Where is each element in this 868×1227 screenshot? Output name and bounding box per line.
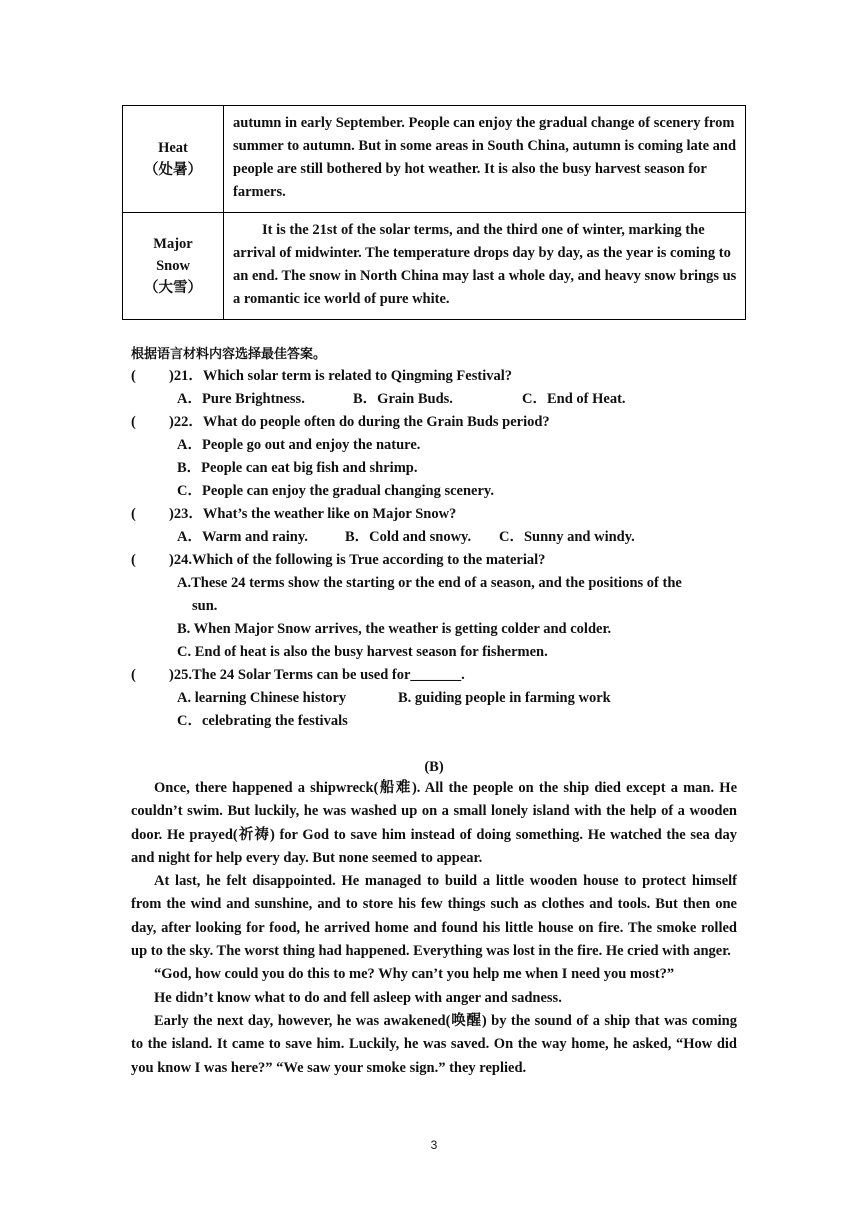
question-25-stem [131, 664, 751, 687]
term-name-cell [123, 213, 224, 320]
option-b: B. When Major Snow arrives, the weather is getting colder and colder. [177, 621, 612, 637]
passage-paragraph: “God, how could you do this to me? Why can’t you help me when I need you most?” [154, 966, 675, 983]
question-21-options [131, 388, 751, 411]
question-25-options [131, 687, 751, 710]
reading-passage [131, 777, 737, 1080]
term-name-line: （大雪） [144, 280, 202, 296]
table-row [123, 213, 746, 320]
question-22-option-a [131, 434, 751, 457]
question-21-stem [131, 365, 751, 388]
passage-paragraph: He didn’t know what to do and fell asleep with anger and sadness. [154, 989, 562, 1006]
question-22-option-c [131, 480, 751, 503]
question-24-option-b [131, 618, 751, 641]
question-text: )22．What do people often do during the Grain Buds period? [169, 414, 550, 430]
solar-terms-table [122, 105, 746, 320]
table-row [123, 106, 746, 213]
option-a: A．Warm and rainy. [177, 529, 308, 545]
question-23-stem [131, 503, 751, 526]
option-c: C．celebrating the festivals [177, 713, 348, 729]
question-text: )24.Which of the following is True according to the material? [169, 552, 546, 568]
question-25-option-c [131, 710, 751, 733]
question-23-options [131, 526, 751, 549]
term-name-line: Heat [158, 140, 188, 156]
question-22-option-b [131, 457, 751, 480]
answer-blank: ( [131, 667, 136, 683]
term-name-line: （处暑） [144, 162, 202, 178]
option-c: C. End of heat is also the busy harvest season for fishermen. [177, 644, 548, 660]
passage-paragraph: Once, there happened a shipwreck(船难). All the people on the ship died except a man. He couldn’t swim. But luckily, he was washed up on a small lonely island with the help of a wooden door. He prayed(祈祷) for God to save him instead of doing something. He watched the sea day and night for help every day. But none seemed to appear. [131, 780, 737, 866]
option-a-continued: sun. [192, 598, 218, 614]
page-number: 3 [430, 1138, 438, 1152]
option-a: A. learning Chinese history [177, 690, 347, 706]
question-text: )25.The 24 Solar Terms can be used for_______. [169, 667, 465, 683]
option-b: B. guiding people in farming work [398, 690, 611, 706]
option-b: B．Cold and snowy. [345, 529, 472, 545]
answer-blank: ( [131, 414, 136, 430]
term-name-line: Snow [156, 258, 190, 274]
instruction-text: 根据语言材料内容选择最佳答案。 [131, 346, 327, 361]
question-24-option-a-line1 [131, 572, 751, 595]
option-a: A.These 24 terms show the starting or the end of a season, and the positions of the [177, 575, 682, 591]
option-b: B．Grain Buds. [353, 391, 453, 407]
answer-blank: ( [131, 506, 136, 522]
option-a: A．Pure Brightness. [177, 391, 305, 407]
question-text: )21．Which solar term is related to Qingming Festival? [169, 368, 513, 384]
question-22-stem [131, 411, 751, 434]
question-24-stem [131, 549, 751, 572]
passage-paragraph: At last, he felt disappointed. He managed to build a little wooden house to protect himself from the wind and sunshine, and to store his few things such as clothes and tools. But then one day, after looking for food, he arrived home and found his little house on fire. The smoke rolled up to the sky. The worst thing had happened. Everything was lost in the fire. He cried with anger. [131, 873, 737, 960]
term-description-cell: It is the 21st of the solar terms, and the third one of winter, marking the arrival of midwinter. The temperature drops day by day, as the year is coming to an end. The snow in North China may last a whole day, and heavy snow brings us a romantic ice world of pure white. [224, 213, 746, 320]
option-b: B．People can eat big fish and shrimp. [177, 460, 418, 476]
option-c: C．People can enjoy the gradual changing scenery. [177, 483, 494, 499]
question-text: )23．What’s the weather like on Major Snow? [169, 506, 457, 522]
term-description-cell: autumn in early September. People can enjoy the gradual change of scenery from summer to autumn. But in some areas in South China, autumn is coming late and people are still bothered by hot weather. It is also the busy harvest season for farmers. [224, 106, 746, 213]
option-a: A．People go out and enjoy the nature. [177, 437, 421, 453]
term-name-line: Major [153, 236, 193, 252]
passage-paragraph: Early the next day, however, he was awakened(唤醒) by the sound of a ship that was coming to the island. It came to save him. Luckily, he was saved. On the way home, he asked, “How did you know I was here?” “We saw your smoke sign.” they replied. [131, 1012, 737, 1076]
option-c: C．Sunny and windy. [499, 529, 635, 545]
questions-section [131, 342, 751, 733]
section-b-heading: (B) [424, 759, 444, 775]
question-24-option-c [131, 641, 751, 664]
option-c: C．End of Heat. [522, 391, 626, 407]
question-24-option-a-line2 [131, 595, 751, 618]
term-name-cell [123, 106, 224, 213]
answer-blank: ( [131, 552, 136, 568]
answer-blank: ( [131, 368, 136, 384]
